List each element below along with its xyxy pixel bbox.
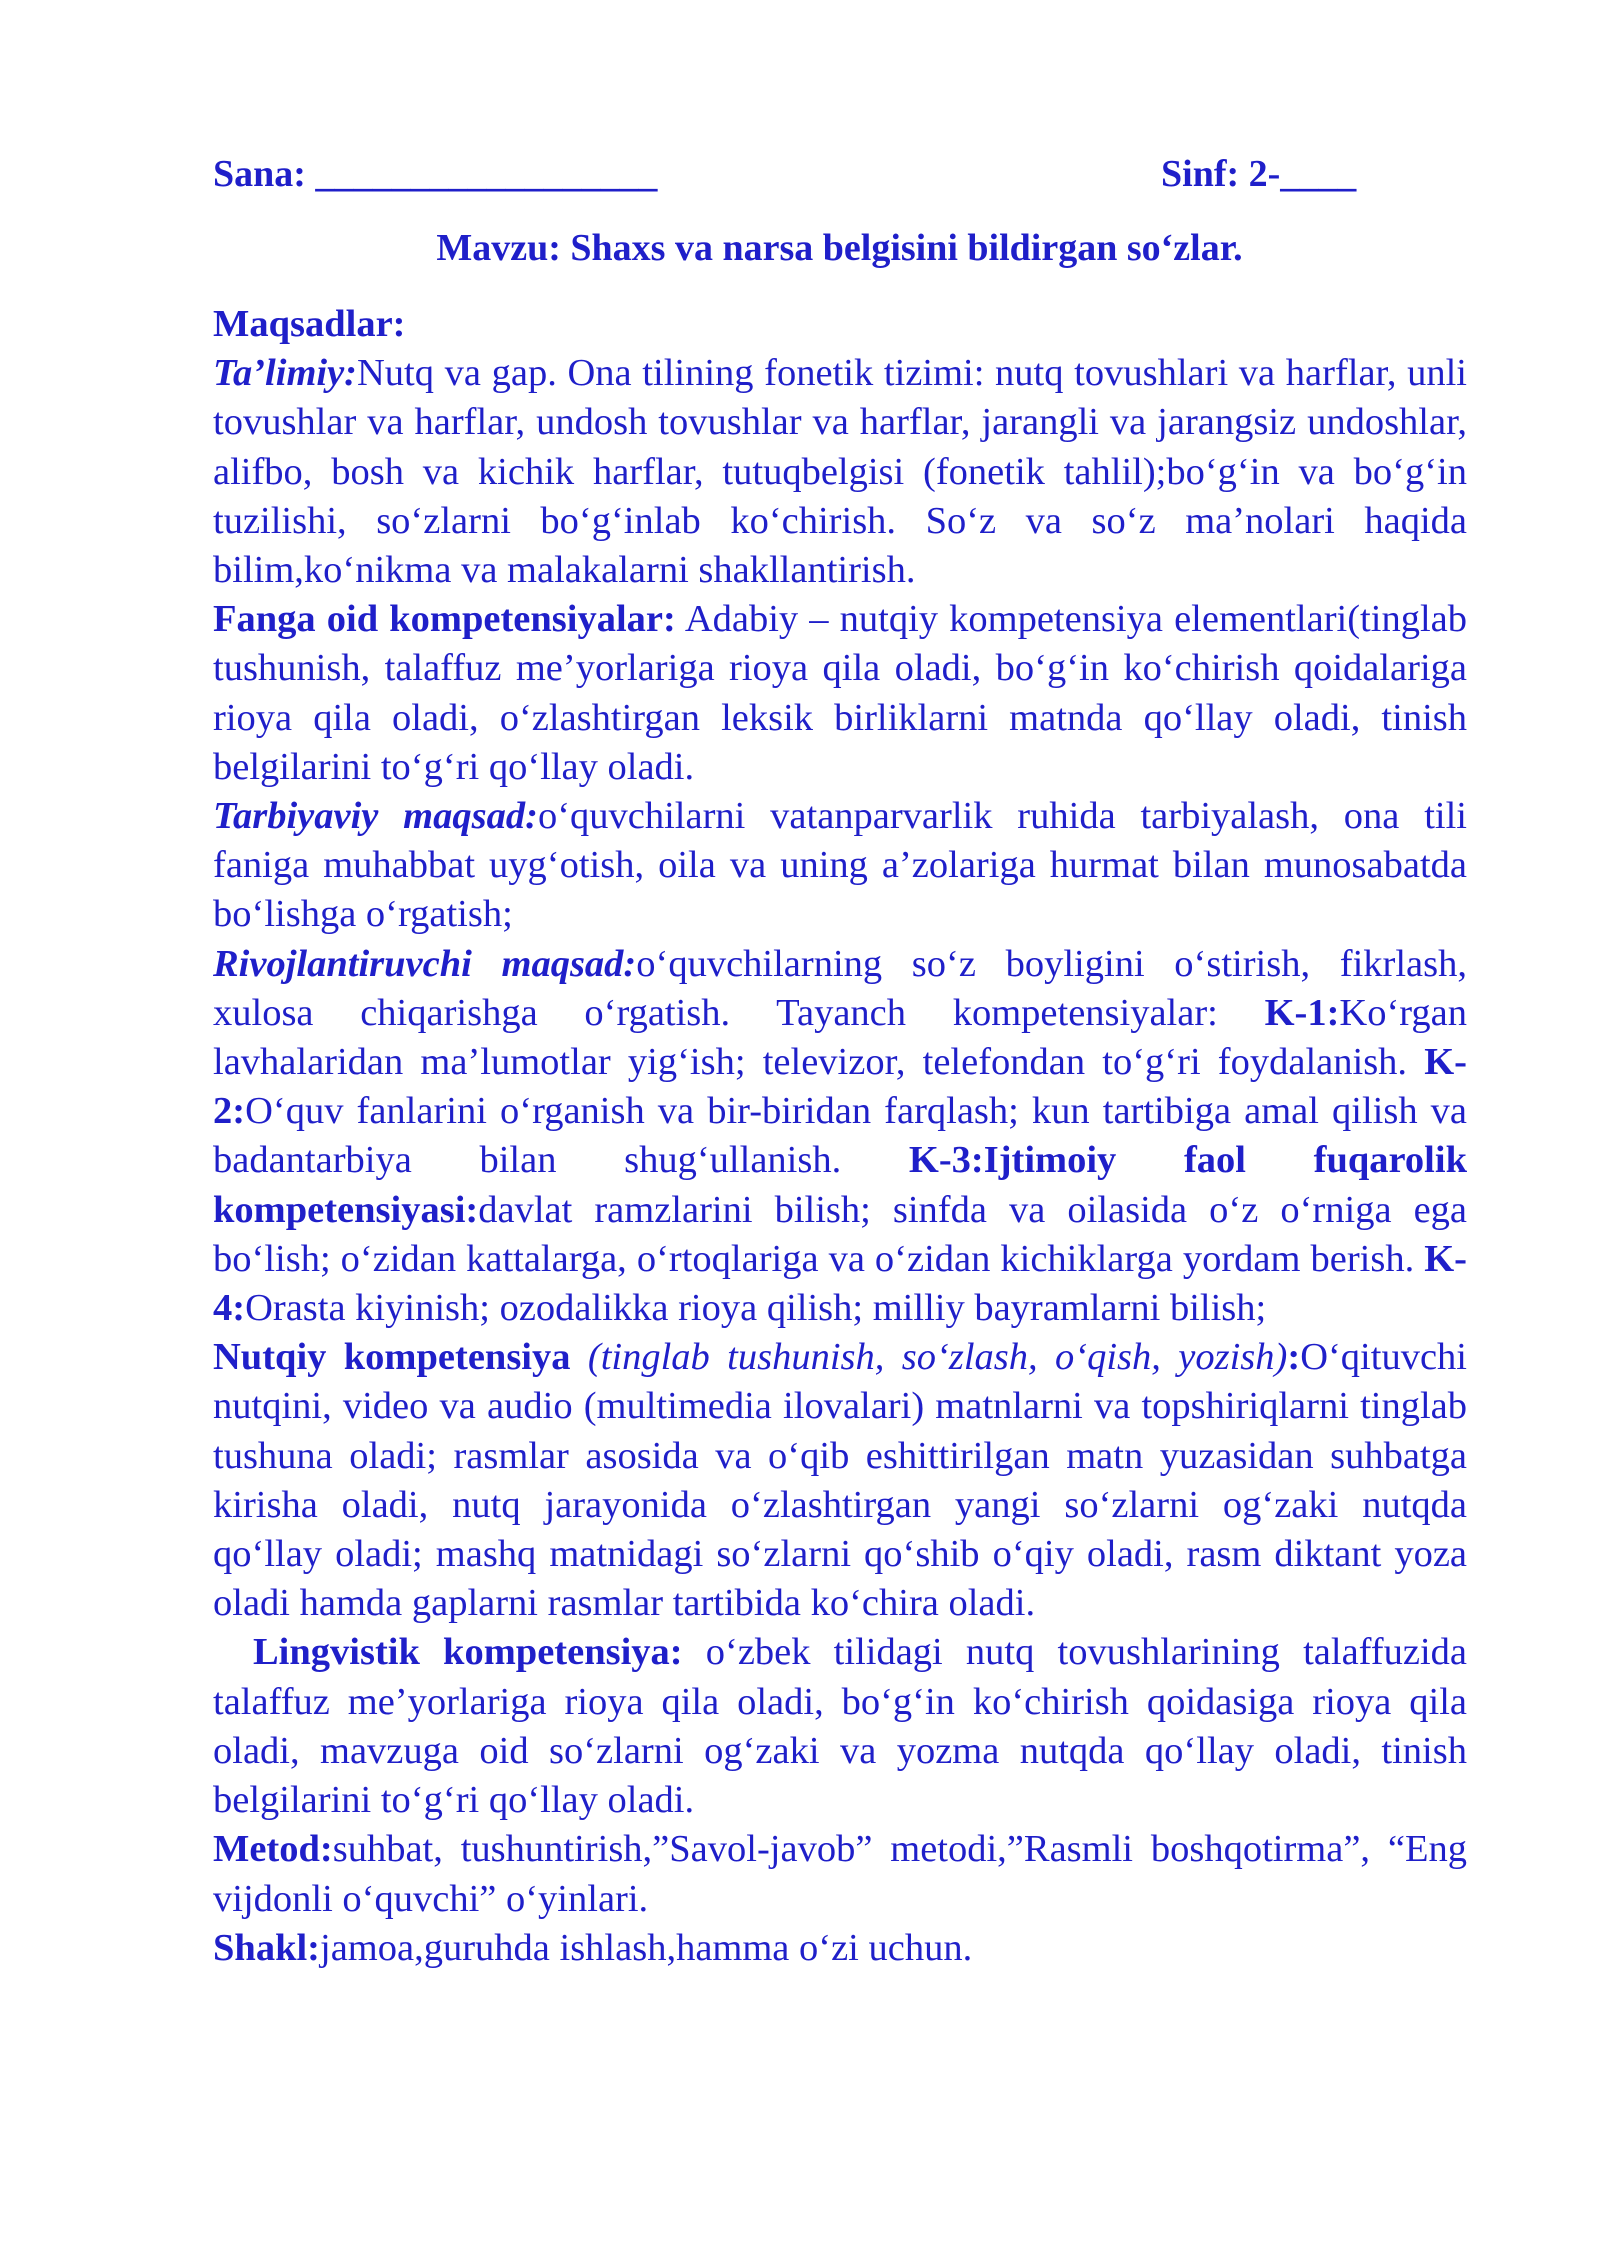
class-label: Sinf: 2-____ <box>1161 153 1357 195</box>
shakl-text: jamoa,guruhda ishlash,hamma o‘zi uchun. <box>320 1926 973 1969</box>
k2-label: K-2: <box>213 1041 1467 1133</box>
nutqiy-text: O‘qituvchi nutqini, video va audio (multimedia ilovalari) matnlarni va topshiriqlarni tinglab tushuna oladi; rasmlar asosida va o‘qib eshittirilgan matn yuzasidan suhbatga kirisha oladi, nutq jarayonida o‘zlashtirgan yangi so‘zlarni og‘zaki nutqda qo‘llay oladi; mashq matnidagi so‘zlarni qo‘shib o‘qiy oladi, rasm diktant yoza oladi hamda gaplarni rasmlar tartibida ko‘chira oladi. <box>213 1336 1467 1625</box>
date-label: Sana: __________________ <box>213 153 658 195</box>
tarbiyaviy-text: o‘quvchilarni vatanparvarlik ruhida tarbiyalash, ona tili faniga muhabbat uyg‘otish, oila va uning a’zolariga hurmat bilan munosabatda bo‘lishga o‘rgatish; <box>213 795 1467 936</box>
talimiy-paragraph <box>213 349 1467 595</box>
lesson-title: Mavzu: Shaxs va narsa belgisini bildirgan so‘zlar. <box>436 227 1243 269</box>
nutqiy-paragraph <box>213 1333 1467 1628</box>
nutqiy-colon: : <box>1287 1336 1301 1379</box>
lingv-text: o‘zbek tilidagi nutq tovushlarining talaffuzida talaffuz me’yorlariga rioya qila oladi, bo‘g‘in ko‘chirish qoidasiga rioya qila oladi, mavzuga oid so‘zlarni og‘zaki va yozma nutqda qo‘llay oladi, tinish belgilarini to‘g‘ri qo‘llay oladi. <box>213 1631 1467 1822</box>
talimiy-label: Ta’limiy: <box>213 352 357 395</box>
nutqiy-sub: (tinglab tushunish, so‘zlash, o‘qish, yozish) <box>570 1336 1288 1379</box>
rivoj-text: o‘quvchilarning so‘z boyligini o‘stirish, fikrlash, xulosa chiqarishga o‘rgatish. Tayanch kompetensiyalar: <box>213 942 1467 1034</box>
lingv-label: Lingvistik kompetensiya: <box>253 1631 683 1674</box>
fanga-text: Adabiy – nutqiy kompetensiya elementlari(tinglab tushunish, talaffuz me’yorlariga rioya qila oladi, bo‘g‘in ko‘chirish qoidalariga rioya qila oladi, o‘zlashtirgan leksik birliklarni matnda qo‘llay oladi, tinish belgilarini to‘g‘ri qo‘llay oladi. <box>213 598 1467 788</box>
k4-text: Orasta kiyinish; ozodalikka rioya qilish; milliy bayramlarni bilish; <box>245 1287 1267 1330</box>
shakl-label: Shakl: <box>213 1926 321 1969</box>
tarbiyaviy-label: Tarbiyaviy maqsad: <box>213 795 538 838</box>
k4-label: K-4: <box>213 1237 1467 1330</box>
goals-heading: Maqsadlar: <box>213 303 406 345</box>
k3-text: davlat ramzlarini bilish; sinfda va oilasida o‘z o‘rniga ega bo‘lish; o‘zidan kattalarga, o‘rtoqlariga va o‘zidan kichiklarga yordam berish. <box>213 1188 1467 1280</box>
metod-paragraph <box>213 1825 1467 1923</box>
k2-text: O‘quv fanlarini o‘rganish va bir-biridan farqlash; kun tartibiga amal qilish va badantarbiya bilan shug‘ullanish. <box>213 1090 1467 1182</box>
k3-label: K-3:Ijtimoiy faol fuqarolik kompetensiyasi: <box>213 1139 1467 1231</box>
talimiy-text: Nutq va gap. Ona tilining fonetik tizimi: nutq tovushlari va harflar, unli tovushlar va harflar, undosh tovushlar va harflar, jarangli va jarangsiz undoshlar, alifbo, bosh va kichik harflar, tutuqbelgisi (fonetik tahlil);bo‘g‘in va bo‘g‘in tuzilishi, so‘zlarni bo‘g‘inlab ko‘chirish. So‘z va so‘z ma’nolari haqida bilim,ko‘nikma va malakalarni shakllantirish. <box>213 352 1467 592</box>
rivoj-label: Rivojlantiruvchi maqsad: <box>213 942 637 985</box>
fanga-label: Fanga oid kompetensiyalar: <box>213 598 676 641</box>
k1-label: K-1: <box>1264 991 1340 1034</box>
lesson-body <box>213 300 1467 1973</box>
tarbiyaviy-paragraph <box>213 792 1467 940</box>
metod-text: suhbat, tushuntirish,”Savol-javob” metodi,”Rasmli boshqotirma”, “Eng vijdonli o‘quvchi” o‘yinlari. <box>213 1828 1467 1920</box>
lingv-paragraph <box>213 1628 1467 1825</box>
header-row <box>213 152 1387 206</box>
shakl-paragraph <box>213 1924 1467 1973</box>
fanga-paragraph <box>213 595 1467 792</box>
rivoj-paragraph <box>213 940 1467 1334</box>
nutqiy-label: Nutqiy kompetensiya <box>213 1336 571 1379</box>
metod-label: Metod: <box>213 1828 333 1871</box>
k1-text: Ko‘rgan lavhalaridan ma’lumotlar yig‘ish; televizor, telefondan to‘g‘ri foydalanish. <box>213 991 1467 1084</box>
